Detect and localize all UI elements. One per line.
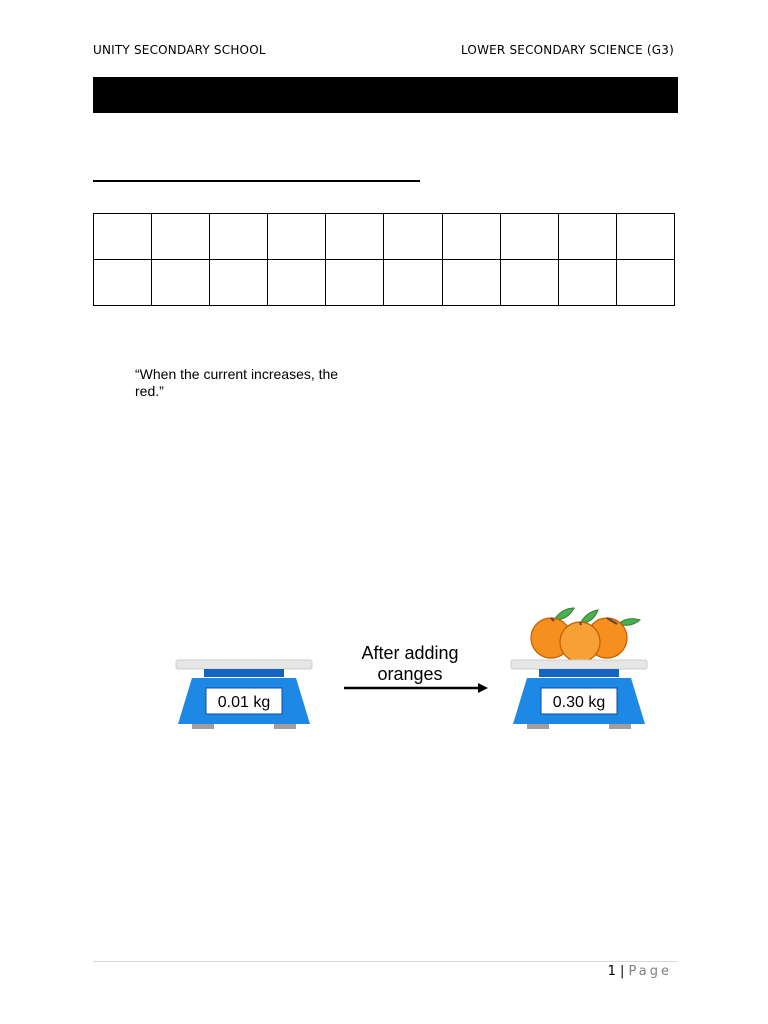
name-line (93, 180, 420, 182)
answer-grid-cell[interactable] (210, 214, 268, 260)
page-label: Page (628, 964, 672, 979)
answer-grid-cell[interactable] (152, 260, 210, 306)
footer-rule (93, 961, 678, 962)
answer-grid-cell[interactable] (500, 260, 558, 306)
answer-grid-cell[interactable] (500, 214, 558, 260)
oranges (531, 608, 640, 662)
quote-text: “When the current increases, the red.” (135, 366, 339, 399)
answer-grid-cell[interactable] (384, 260, 442, 306)
answer-grid-cell[interactable] (616, 214, 674, 260)
page-separator: | (619, 964, 625, 979)
right-scale-neck (539, 669, 619, 677)
answer-grid-cell[interactable] (558, 260, 616, 306)
answer-grid-cell[interactable] (442, 260, 500, 306)
left-scale-reading: 0.01 kg (217, 694, 271, 711)
answer-grid-cell[interactable] (326, 214, 384, 260)
answer-grid-row (94, 214, 675, 260)
answer-grid-cell[interactable] (152, 214, 210, 260)
caption-line-2: oranges (377, 664, 443, 684)
left-scale-foot (192, 724, 214, 729)
leaf-icon (554, 608, 574, 620)
caption-line-1: After adding (361, 643, 459, 663)
left-scale (176, 660, 312, 729)
answer-grid-cell[interactable] (326, 260, 384, 306)
right-scale-reading: 0.30 kg (552, 694, 606, 711)
answer-grid-cell[interactable] (616, 260, 674, 306)
answer-grid-cell[interactable] (558, 214, 616, 260)
school-name: UNITY SECONDARY SCHOOL (93, 43, 266, 57)
right-scale-plate (511, 660, 647, 669)
stem (580, 622, 581, 625)
right-scale-foot (527, 724, 549, 729)
answer-grid-cell[interactable] (442, 214, 500, 260)
page-footer (608, 964, 672, 979)
orange-icon (560, 622, 600, 662)
scale-figure (170, 600, 660, 740)
answer-grid-cell[interactable] (384, 214, 442, 260)
answer-grid-row (94, 260, 675, 306)
right-scale-foot (609, 724, 631, 729)
page-number: 1 (607, 964, 616, 979)
answer-grid-cell[interactable] (210, 260, 268, 306)
arrow-head (478, 683, 488, 693)
answer-grid-cell[interactable] (94, 214, 152, 260)
right-scale (511, 660, 647, 729)
answer-grid-cell[interactable] (94, 260, 152, 306)
subject-name: LOWER SECONDARY SCIENCE (G3) (460, 43, 674, 57)
answer-grid-cell[interactable] (268, 260, 326, 306)
left-scale-neck (204, 669, 284, 677)
left-scale-foot (274, 724, 296, 729)
answer-grid-cell[interactable] (268, 214, 326, 260)
left-scale-plate (176, 660, 312, 669)
title-bar (93, 77, 678, 113)
answer-grid (93, 213, 675, 306)
